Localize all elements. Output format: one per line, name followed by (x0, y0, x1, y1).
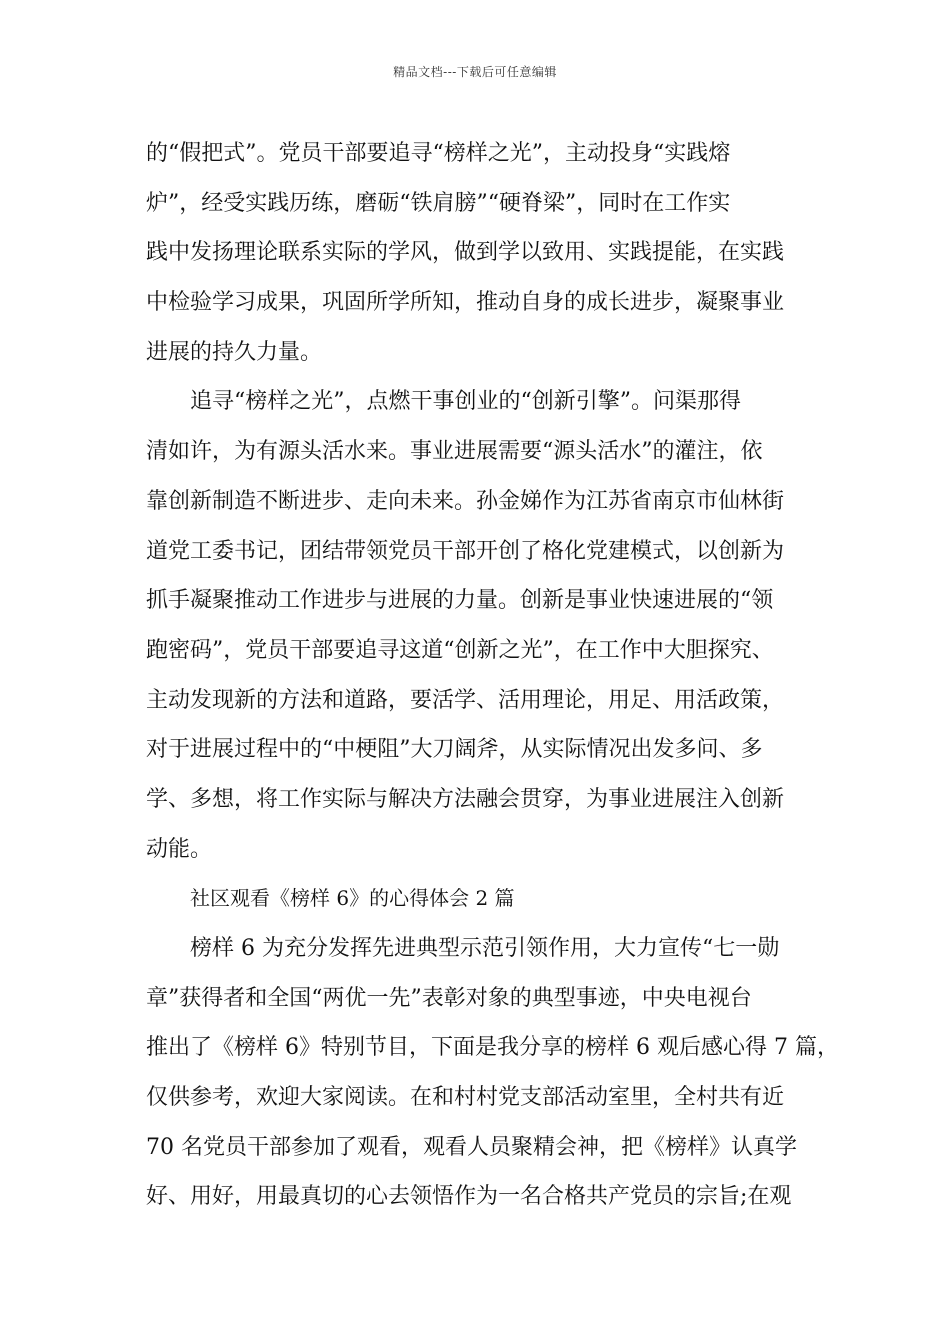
text-line: 跑密码”，党员干部要追寻这道“创新之光”，在工作中大胆探究、 (146, 637, 774, 663)
paragraph-first-line: 榜样 6 为充分发挥先进典型示范引领作用，大力宣传“七一勋 (190, 936, 780, 961)
text-line: 炉”，经受实践历练，磨砺“铁肩膀”“硬脊梁”，同时在工作实 (146, 190, 731, 216)
text-line: 抓手凝聚推动工作进步与进展的力量。创新是事业快速进展的“领 (146, 588, 774, 614)
page-header: 精品文档---下载后可任意编辑 (393, 65, 557, 79)
text-line: 70 名党员干部参加了观看，观看人员聚精会神，把《榜样》认真学 (146, 1134, 797, 1160)
text-line: 好、用好，用最真切的心去领悟作为一名合格共产党员的宗旨;在观 (146, 1184, 792, 1210)
text-line: 践中发扬理论联系实际的学风，做到学以致用、实践提能，在实践 (146, 240, 785, 266)
text-line: 章”获得者和全国“两优一先”表彰对象的典型事迹，中央电视台 (146, 985, 752, 1011)
text-line: 靠创新制造不断进步、走向未来。孙金娣作为江苏省南京市仙林街 (146, 488, 785, 514)
text-line: 清如许，为有源头活水来。事业进展需要“源头活水”的灌注，依 (146, 439, 763, 465)
text-line: 学、多想，将工作实际与解决方法融会贯穿，为事业进展注入创新 (146, 786, 785, 812)
section-heading: 社区观看《榜样 6》的心得体会 2 篇 (190, 886, 515, 911)
text-line: 的“假把式”。党员干部要追寻“榜样之光”，主动投身“实践熔 (146, 141, 731, 166)
document-body (146, 129, 839, 1222)
paragraph-first-line: 追寻“榜样之光”，点燃干事创业的“创新引擎”。问渠那得 (190, 389, 741, 415)
text-line: 仅供参考，欢迎大家阅读。在和村村党支部活动室里，全村共有近 (146, 1085, 785, 1111)
text-line: 主动发现新的方法和道路，要活学、活用理论，用足、用活政策， (146, 687, 785, 713)
text-line: 中检验学习成果，巩固所学所知，推动自身的成长进步，凝聚事业 (146, 290, 785, 316)
text-line: 对于进展过程中的“中梗阻”大刀阔斧，从实际情况出发多问、多 (146, 737, 763, 763)
text-line: 动能。 (146, 836, 213, 862)
text-line: 进展的持久力量。 (146, 339, 323, 365)
text-line: 推出了《榜样 6》特别节目，下面是我分享的榜样 6 观后感心得 7 篇， (146, 1035, 839, 1061)
text-line: 道党工委书记，团结带领党员干部开创了格化党建模式，以创新为 (146, 538, 785, 564)
